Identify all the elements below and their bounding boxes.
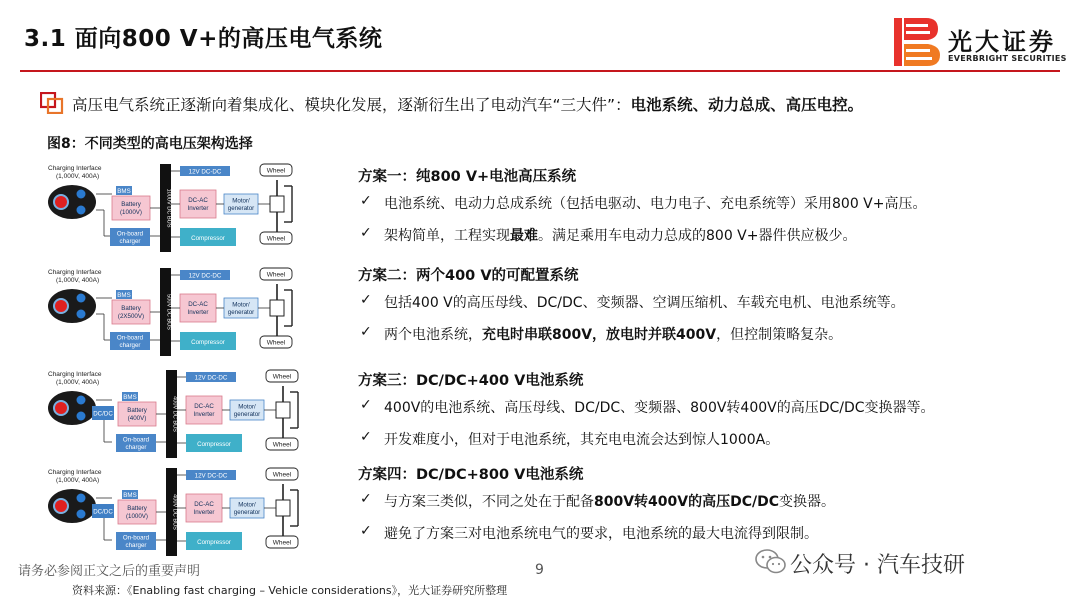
wheel-label: Wheel bbox=[272, 471, 292, 479]
charging-rating-label: (1,000V, 400A) bbox=[56, 173, 100, 180]
plug-positive-pin-icon bbox=[54, 195, 68, 209]
compressor-label: Compressor bbox=[197, 441, 231, 448]
battery-voltage-label: (400V) bbox=[127, 415, 147, 422]
wechat-icon bbox=[755, 548, 787, 576]
checkmark-icon: ✓ bbox=[360, 397, 372, 413]
charging-rating-label: (1,000V, 400A) bbox=[56, 379, 100, 386]
plug-pin-icon bbox=[77, 510, 86, 519]
figure-title: 图8：不同类型的高电压架构选择 bbox=[47, 136, 253, 152]
wheel-label: Wheel bbox=[272, 373, 292, 381]
bullet-tail-text: 。满足乘用车电动力总成的800 V+器件供应极少。 bbox=[538, 228, 857, 244]
scheme-bullet bbox=[358, 429, 1058, 455]
plug-pin-icon bbox=[77, 412, 86, 421]
inverter-label: DC-AC bbox=[188, 301, 208, 308]
bullet-bold-text: 800V转400V的高压DC/DC bbox=[594, 494, 780, 510]
wheel-label: Wheel bbox=[266, 167, 286, 175]
scheme-title: 方案四：DC/DC+800 V电池系统 bbox=[358, 467, 584, 483]
scheme-block bbox=[358, 165, 1058, 251]
inverter-label: Inverter bbox=[187, 205, 209, 212]
lead-sentence bbox=[40, 92, 1070, 116]
bms-label: BMS bbox=[117, 292, 131, 299]
bullet-text: 避免了方案三对电池系统电气的要求，电池系统的最大电流得到限制。 bbox=[384, 526, 818, 542]
checkmark-icon: ✓ bbox=[360, 324, 372, 340]
plug-positive-pin-icon bbox=[54, 299, 68, 313]
scheme-block bbox=[358, 369, 1058, 455]
onboard-charger-label: charger bbox=[119, 238, 141, 245]
bullet-text: 与方案三类似，不同之处在于配备 bbox=[384, 494, 594, 510]
onboard-charger-label: charger bbox=[125, 542, 147, 549]
lead-text-bold: 电池系统、动力总成、高压电控。 bbox=[630, 96, 864, 114]
source-note: 资料来源：《Enabling fast charging – Vehicle considerations》，光大证券研究所整理 bbox=[72, 584, 508, 597]
compressor-label: Compressor bbox=[191, 339, 225, 346]
checkmark-icon: ✓ bbox=[360, 523, 372, 539]
dc-bus-label: 400V DC BUS bbox=[171, 396, 178, 432]
wheel-label: Wheel bbox=[272, 441, 292, 449]
scheme-bullet bbox=[358, 292, 1058, 318]
bullet-tail-text: 变换器。 bbox=[779, 494, 836, 510]
onboard-charger-label: On-board bbox=[116, 230, 144, 238]
wheel-label: Wheel bbox=[272, 539, 292, 547]
battery-label: Battery bbox=[127, 505, 147, 512]
differential-icon bbox=[276, 500, 290, 516]
scheme-bullet bbox=[358, 397, 1058, 423]
battery-label: Battery bbox=[127, 407, 147, 414]
plug-positive-pin-icon bbox=[54, 401, 68, 415]
bullet-text: 400V的电池系统、高压母线、DC/DC、变频器、800V转400V的高压DC/DC变换器等。 bbox=[384, 400, 935, 416]
charging-interface-label: Charging Interface bbox=[48, 269, 102, 276]
inverter-label: DC-AC bbox=[194, 501, 214, 508]
motor-label: Motor/ bbox=[238, 403, 256, 411]
charging-interface-label: Charging Interface bbox=[48, 165, 102, 172]
onboard-charger-label: charger bbox=[119, 342, 141, 349]
battery-box bbox=[112, 196, 150, 220]
dcdc-12v-label: 12V DC-DC bbox=[194, 374, 228, 382]
everbright-logo-mark-icon bbox=[894, 18, 940, 66]
motor-label: Motor/ bbox=[238, 501, 256, 509]
scheme-bullet bbox=[358, 193, 1058, 219]
dc-bus-label: 400V DC BUS bbox=[171, 494, 178, 530]
bullet-text: 两个电池系统， bbox=[384, 327, 482, 343]
plug-pin-icon bbox=[77, 294, 86, 303]
dcdc-label: DC/DC bbox=[93, 508, 113, 516]
bullet-bold-text: 最难 bbox=[510, 228, 538, 244]
charging-interface-label: Charging Interface bbox=[48, 469, 102, 476]
inverter-label: Inverter bbox=[193, 411, 215, 418]
lead-text bbox=[72, 93, 863, 115]
inverter-label: DC-AC bbox=[194, 403, 214, 410]
plug-pin-icon bbox=[77, 396, 86, 405]
motor-label: Motor/ bbox=[232, 301, 250, 309]
scheme-bullet bbox=[358, 523, 1058, 549]
differential-icon bbox=[270, 196, 284, 212]
checkmark-icon: ✓ bbox=[360, 292, 372, 308]
bms-label: BMS bbox=[123, 394, 137, 401]
motor-label: Motor/ bbox=[232, 197, 250, 205]
plug-pin-icon bbox=[77, 190, 86, 199]
scheme-title: 方案三：DC/DC+400 V电池系统 bbox=[358, 373, 584, 389]
dcdc-12v-label: 12V DC-DC bbox=[188, 272, 222, 280]
motor-label: generator bbox=[233, 509, 261, 516]
scheme-title: 方案二：两个400 V的可配置系统 bbox=[358, 268, 579, 284]
scheme-bullet bbox=[358, 324, 1058, 350]
title-divider bbox=[20, 70, 1060, 72]
battery-box bbox=[118, 402, 156, 426]
inverter-box bbox=[186, 396, 222, 424]
dc-bus-label: 1000V DC BUS bbox=[165, 188, 172, 228]
inverter-label: Inverter bbox=[193, 509, 215, 516]
bms-label: BMS bbox=[123, 492, 137, 499]
square-bullet-icon bbox=[40, 92, 64, 114]
scheme-block bbox=[358, 463, 1058, 549]
onboard-charger-label: On-board bbox=[116, 334, 144, 342]
motor-label: generator bbox=[227, 205, 255, 212]
battery-voltage-label: (2X500V) bbox=[117, 313, 145, 320]
architecture-diagram bbox=[44, 162, 340, 254]
onboard-charger-label: On-board bbox=[122, 534, 150, 542]
differential-icon bbox=[270, 300, 284, 316]
dc-bus-label: 500V DC BUS bbox=[165, 294, 172, 330]
differential-icon bbox=[276, 402, 290, 418]
architecture-diagram bbox=[44, 368, 340, 460]
dcdc-12v-label: 12V DC-DC bbox=[194, 472, 228, 480]
inverter-label: DC-AC bbox=[188, 197, 208, 204]
wheel-label: Wheel bbox=[266, 339, 286, 347]
inverter-box bbox=[186, 494, 222, 522]
dcdc-label: DC/DC bbox=[93, 410, 113, 418]
lead-text-prefix: 高压电气系统正逐渐向着集成化、模块化发展，逐渐衍生出了电动汽车“三大件”： bbox=[72, 96, 631, 114]
compressor-label: Compressor bbox=[191, 235, 225, 242]
watermark: 公众号 · 汽车技研 bbox=[790, 553, 965, 578]
battery-label: Battery bbox=[121, 305, 141, 312]
checkmark-icon: ✓ bbox=[360, 491, 372, 507]
logo-english-name: EVERBRIGHT SECURITIES bbox=[948, 54, 1067, 63]
plug-pin-icon bbox=[77, 494, 86, 503]
bullet-text: 电池系统、电动力总成系统（包括电驱动、电力电子、充电系统等）采用800 V+高压。 bbox=[384, 196, 927, 212]
dcdc-12v-label: 12V DC-DC bbox=[188, 168, 222, 176]
inverter-label: Inverter bbox=[187, 309, 209, 316]
onboard-charger-label: charger bbox=[125, 444, 147, 451]
checkmark-icon: ✓ bbox=[360, 193, 372, 209]
brand-logo bbox=[894, 18, 1074, 68]
scheme-block bbox=[358, 264, 1058, 350]
bullet-bold-text: 充电时串联800V，放电时并联400V bbox=[482, 327, 717, 343]
battery-voltage-label: (1000V) bbox=[125, 513, 149, 520]
bms-label: BMS bbox=[117, 188, 131, 195]
onboard-charger-label: On-board bbox=[122, 436, 150, 444]
plug-pin-icon bbox=[77, 310, 86, 319]
checkmark-icon: ✓ bbox=[360, 225, 372, 241]
motor-label: generator bbox=[227, 309, 255, 316]
battery-box bbox=[118, 500, 156, 524]
compressor-label: Compressor bbox=[197, 539, 231, 546]
inverter-box bbox=[180, 294, 216, 322]
bullet-text: 包括400 V的高压母线、DC/DC、变频器、空调压缩机、车载充电机、电池系统等。 bbox=[384, 295, 905, 311]
battery-label: Battery bbox=[121, 201, 141, 208]
architecture-diagram bbox=[44, 266, 340, 358]
charging-interface-label: Charging Interface bbox=[48, 371, 102, 378]
bullet-tail-text: ，但控制策略复杂。 bbox=[716, 327, 843, 343]
wheel-label: Wheel bbox=[266, 235, 286, 243]
architecture-diagram bbox=[44, 466, 340, 558]
bullet-text: 架构简单，工程实现 bbox=[384, 228, 510, 244]
wheel-label: Wheel bbox=[266, 271, 286, 279]
scheme-title: 方案一：纯800 V+电池高压系统 bbox=[358, 169, 577, 185]
plug-pin-icon bbox=[77, 206, 86, 215]
checkmark-icon: ✓ bbox=[360, 429, 372, 445]
slide-title: 3.1 面向800 V+的高压电气系统 bbox=[24, 26, 383, 52]
scheme-bullet bbox=[358, 225, 1058, 251]
plug-positive-pin-icon bbox=[54, 499, 68, 513]
charging-rating-label: (1,000V, 400A) bbox=[56, 277, 100, 284]
motor-label: generator bbox=[233, 411, 261, 418]
battery-box bbox=[112, 300, 150, 324]
charging-rating-label: (1,000V, 400A) bbox=[56, 477, 100, 484]
page-number: 9 bbox=[535, 562, 544, 578]
battery-voltage-label: (1000V) bbox=[119, 209, 143, 216]
scheme-bullet bbox=[358, 491, 1058, 517]
logo-chinese-name: 光大证券 bbox=[948, 28, 1056, 56]
bullet-text: 开发难度小，但对于电池系统，其充电电流会达到惊人1000A。 bbox=[384, 432, 780, 448]
footer-disclaimer: 请务必参阅正文之后的重要声明 bbox=[18, 564, 201, 579]
inverter-box bbox=[180, 190, 216, 218]
